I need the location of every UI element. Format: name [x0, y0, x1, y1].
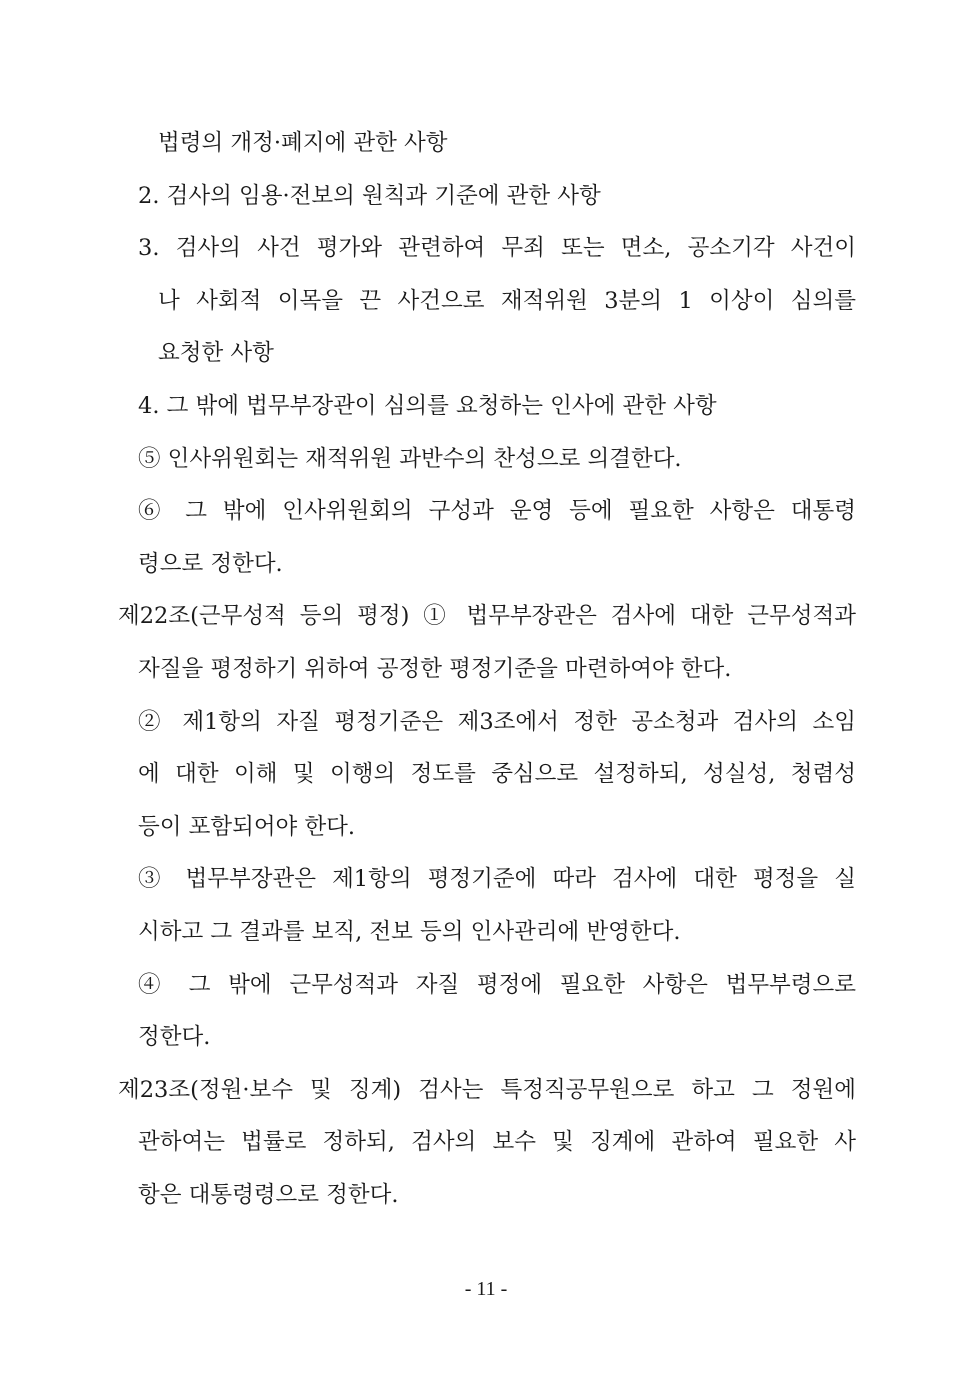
text-line: ④ 그 밖에 근무성적과 자질 평정에 필요한 사항은 법무부령으로	[138, 972, 856, 998]
text-line: 법령의 개정·폐지에 관한 사항	[158, 130, 448, 156]
text-line: 등이 포함되어야 한다.	[138, 814, 356, 840]
text-line: ⑥ 그 밖에 인사위원회의 구성과 운영 등에 필요한 사항은 대통령	[138, 498, 856, 524]
text-line: ⑤ 인사위원회는 재적위원 과반수의 찬성으로 의결한다.	[138, 446, 682, 472]
text-line: 2. 검사의 임용·전보의 원칙과 기준에 관한 사항	[138, 183, 601, 209]
article-heading-line: 제23조(정원·보수 및 징계) 검사는 특정직공무원으로 하고 그 정원에	[118, 1077, 856, 1103]
text-line: 정한다.	[138, 1024, 211, 1050]
text-line: ② 제1항의 자질 평정기준은 제3조에서 정한 공소청과 검사의 소임	[138, 709, 856, 735]
text-line: ③ 법무부장관은 제1항의 평정기준에 따라 검사에 대한 평정을 실	[138, 866, 856, 892]
text-line: 나 사회적 이목을 끈 사건으로 재적위원 3분의 1 이상이 심의를	[158, 288, 856, 314]
article-heading-line: 제22조(근무성적 등의 평정) ① 법무부장관은 검사에 대한 근무성적과	[118, 603, 856, 629]
text-line: 항은 대통령령으로 정한다.	[138, 1182, 399, 1208]
text-line: 요청한 사항	[158, 340, 274, 366]
text-line: 시하고 그 결과를 보직, 전보 등의 인사관리에 반영한다.	[138, 919, 681, 945]
text-line: 4. 그 밖에 법무부장관이 심의를 요청하는 인사에 관한 사항	[138, 393, 717, 419]
text-line: 령으로 정한다.	[138, 551, 283, 577]
text-line: 3. 검사의 사건 평가와 관련하여 무죄 또는 면소, 공소기각 사건이	[138, 235, 856, 261]
page-number: - 11 -	[464, 1278, 508, 1300]
text-line: 에 대한 이해 및 이행의 정도를 중심으로 설정하되, 성실성, 청렴성	[138, 761, 856, 787]
text-line: 자질을 평정하기 위하여 공정한 평정기준을 마련하여야 한다.	[138, 656, 732, 682]
text-line: 관하여는 법률로 정하되, 검사의 보수 및 징계에 관하여 필요한 사	[138, 1129, 856, 1155]
